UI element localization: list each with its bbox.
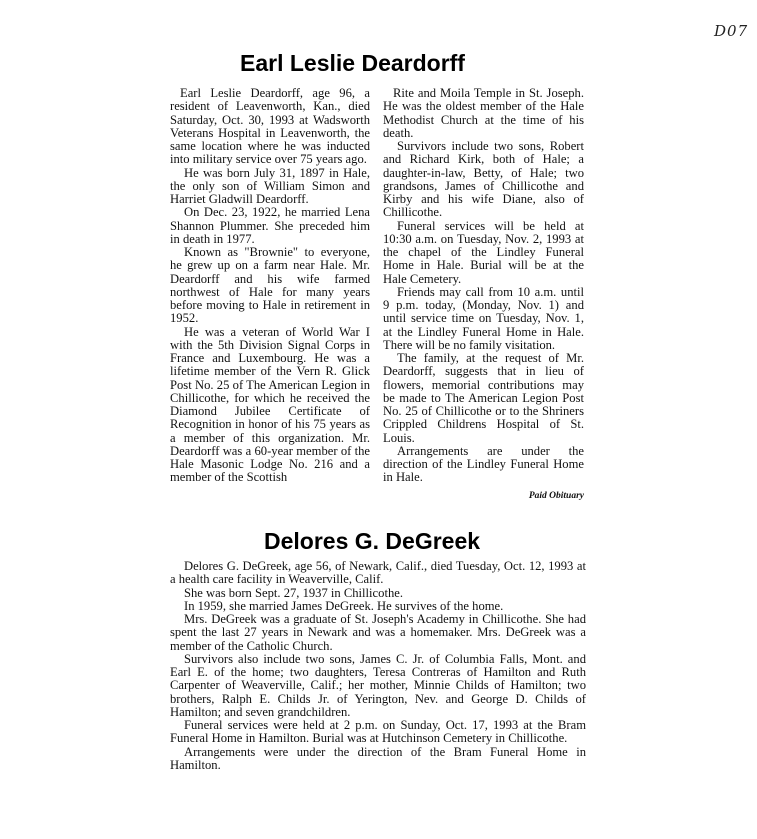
obituary-1-paragraph: He was born July 31, 1897 in Hale, the only son of William Simon and Harriet Gladwill Deardorff. — [170, 165, 370, 206]
obituary-2-paragraph: Survivors also include two sons, James C. Jr. of Columbia Falls, Mont. and Earl E. of the home; two daughters, Teresa Contreras of Hamilton and Ruth Carpenter of Weaverville, Calif.; her mother, Minnie Childs of Hamilton; two brothers, Ralph E. Childs Jr. of Yerington, Nev. and George D. Childs of Hamilton; and seven grandchildren. — [170, 651, 586, 719]
obituary-1-column-2 — [383, 87, 584, 503]
page-code: D07 — [714, 22, 749, 40]
obituary-1-paragraph: On Dec. 23, 1922, he married Lena Shannon Plummer. She preceded him in death in 1977. — [170, 205, 370, 246]
obituary-1-name: Earl Leslie Deardorff — [240, 50, 465, 76]
obituary-1-paragraph: Arrangements are under the direction of the Lindley Funeral Home in Hale. — [383, 443, 584, 485]
obituary-2-name: Delores G. DeGreek — [264, 528, 481, 554]
obituary-1-paragraph: Friends may call from 10 a.m. until 9 p.m. today, (Monday, Nov. 1) and until service time on Tuesday, Nov. 1, at the Lindley Funeral Home in Hale. There will be no family visitation. — [383, 284, 584, 352]
obituary-2-paragraph: Funeral services were held at 2 p.m. on Sunday, Oct. 17, 1993 at the Bram Funeral Home in Hamilton. Burial was at Hutchinson Cemetery in Chillicothe. — [170, 718, 586, 746]
obituary-2-paragraph: Mrs. DeGreek was a graduate of St. Joseph's Academy in Chillicothe. She had spent the last 27 years in Newark and was a homemaker. Mrs. DeGreek was a member of the Catholic Church. — [170, 612, 586, 653]
obituary-1-paragraph: Earl Leslie Deardorff, age 96, a resident of Leavenworth, Kan., died Saturday, Oct. 30, 1993 at Wadsworth Veterans Hospital in Leavenworth, the same location where he was inducted into military service over 75 years ago. — [170, 86, 370, 167]
obituary-1-paragraph: Known as "Brownie" to everyone, he grew up on a farm near Hale. Mr. Deardorff and his wife farmed northwest of Hale for many years before moving to Hale in retirement in 1952. — [170, 245, 370, 326]
obituary-1-paragraph: Funeral services will be held at 10:30 a.m. on Tuesday, Nov. 2, 1993 at the chapel of the Lindley Funeral Home in Hale. Burial will be at the Hale Cemetery. — [383, 218, 584, 286]
obituary-2-body — [170, 560, 586, 772]
paid-obituary-label: Paid Obituary — [528, 490, 584, 501]
obituary-2-paragraph: Arrangements were under the direction of the Bram Funeral Home in Hamilton. — [170, 744, 586, 772]
obituary-1-paragraph: He was a veteran of World War I with the 5th Division Signal Corps in France and Luxembourg. He was a lifetime member of the Vern R. Glick Post No. 25 of The American Legion in Chillicothe, for which he received the Diamond Jubilee Certificate of Recognition in honor of his 75 years as a member of this organization. Mr. Deardorff was a 60-year member of the Hale Masonic Lodge No. 216 and a member of the Scottish — [170, 324, 370, 485]
obituary-1-paragraph: The family, at the request of Mr. Deardorff, suggests that in lieu of flowers, memorial contributions may be made to The American Legion Post No. 25 of Chillicothe or to the Shriners Crippled Childrens Hospital of St. Louis. — [383, 351, 584, 445]
obituary-1-paragraph: Rite and Moila Temple in St. Joseph. He was the oldest member of the Hale Methodist Church at the time of his death. — [383, 86, 584, 140]
obituary-1-column-1 — [170, 87, 370, 485]
obituary-2-paragraph: In 1959, she married James DeGreek. He survives of the home. — [184, 598, 504, 613]
obituary-1-paragraph: Survivors include two sons, Robert and Richard Kirk, both of Hale; a daughter-in-law, Betty, of Hale; two grandsons, James of Chillicothe and Kirby and his wife Diane, also of Chillicothe. — [383, 139, 584, 220]
obituary-2-paragraph: She was born Sept. 27, 1937 in Chillicothe. — [184, 585, 403, 600]
obituary-2-paragraph: Delores G. DeGreek, age 56, of Newark, Calif., died Tuesday, Oct. 12, 1993 at a health care facility in Weaverville, Calif. — [170, 559, 586, 587]
